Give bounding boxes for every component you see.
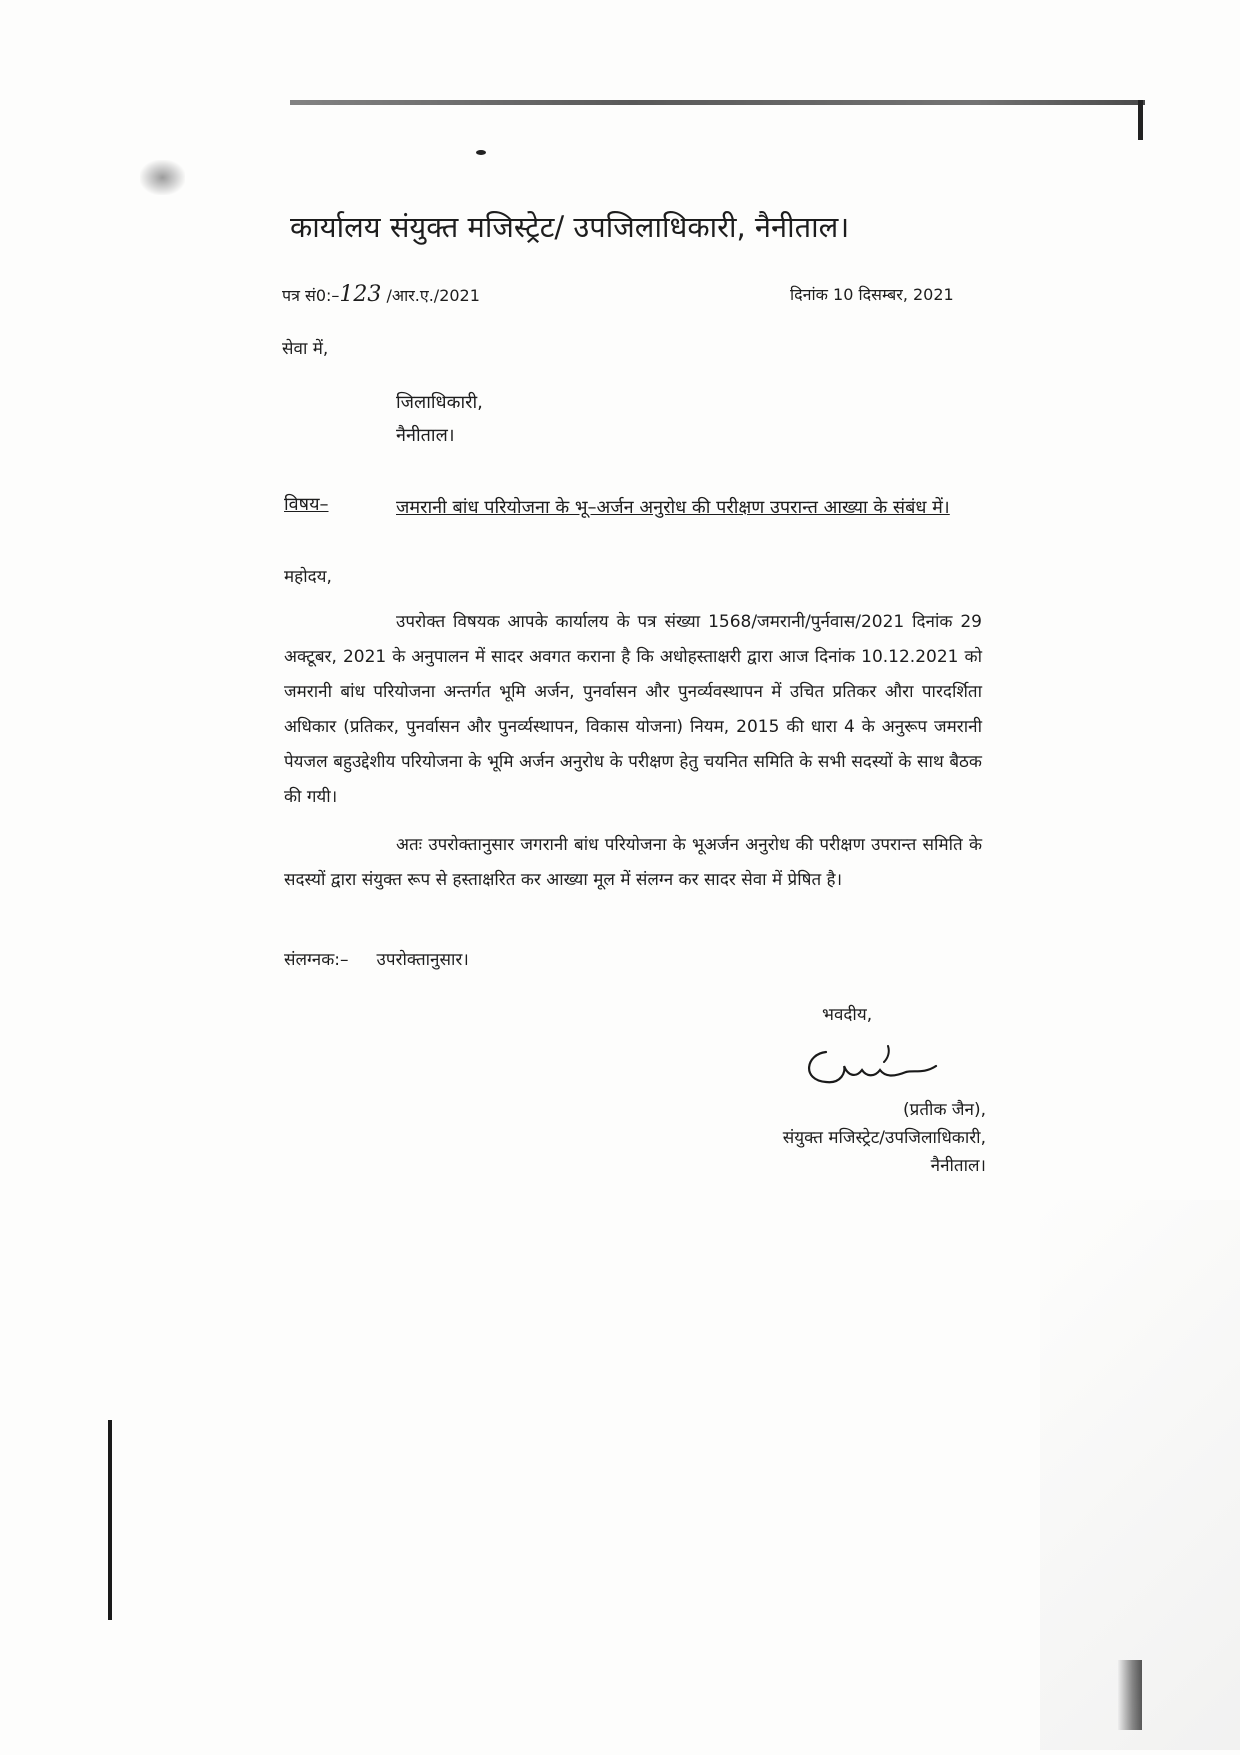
subject-text: जमरानी बांध परियोजना के भू–अर्जन अनुरोध की परीक्षण उपरान्त आख्या के संबंध में। [396, 497, 950, 518]
greeting: महोदय, [284, 567, 332, 587]
signer-designation: संयुक्त मजिस्ट्रेट/उपजिलाधिकारी, [782, 1128, 986, 1148]
enclosure-label: संलग्नक:– [284, 950, 349, 970]
body-paragraph-2: अतः उपरोक्तानुसार जगरानी बांध परियोजना के भूअर्जन अनुरोध की परीक्षण उपरान्त समिति के सदस्यों द्वारा संयुक्त रूप से हस्ताक्षरित कर आख्या मूल में संलग्न कर सादर सेवा में प्रेषित है। [284, 835, 982, 890]
scan-corner-shade [1040, 1200, 1240, 1750]
recipient-block [396, 386, 483, 452]
scan-top-edge-shadow [290, 100, 1145, 105]
closing-phrase: भवदीय, [822, 1005, 873, 1025]
subject-label: विषय– [284, 494, 329, 515]
letterhead-title: कार्यालय संयुक्त मजिस्ट्रेट/ उपजिलाधिकारी, नैनीताल। [290, 210, 850, 244]
enclosure-line [284, 947, 469, 970]
signer-place: नैनीताल। [930, 1156, 986, 1176]
signer-block [700, 1096, 986, 1180]
letter-date: दिनांक 10 दिसम्बर, 2021 [790, 285, 954, 304]
addressed-to: सेवा में, [282, 339, 329, 359]
letter-number-prefix: पत्र सं0:– [282, 286, 340, 305]
recipient-title: जिलाधिकारी, [396, 392, 483, 413]
letter-reference-number [282, 282, 480, 307]
scan-stain-mark [140, 160, 185, 195]
enclosure-value: उपरोक्तानुसार। [376, 950, 469, 970]
letter-number-suffix: /आर.ए./2021 [381, 286, 480, 305]
handwritten-signature [796, 1032, 956, 1092]
scan-left-edge-shadow [108, 1420, 112, 1620]
scan-ink-dot [476, 150, 486, 155]
body-paragraph-1: उपरोक्त विषयक आपके कार्यालय के पत्र संख्या 1568/जमरानी/पुर्नवास/2021 दिनांक 29 अक्टूबर, 2021 के अनुपालन में सादर अवगत कराना है कि अधोहस्ताक्षरी द्वारा आज दिनांक 10.12.2021 को जमरानी बांध परियोजना अन्तर्गत भूमि अर्जन, पुनर्वासन और पुनर्व्यवस्थापन में उचित प्रतिकर औरा पारदर्शिता अधिकार (प्रतिकर, पुनर्वासन और पुनर्व्यस्थापन, विकास योजना) नियम, 2015 की धारा 4 के अनुरूप जमरानी पेयजल बहुउद्देशीय परियोजना के भूमि अर्जन अनुरोध के परीक्षण हेतु चयनित समिति के सभी सदस्यों के साथ बैठक की गयी। [284, 612, 982, 807]
letter-number-handwritten: 123 [339, 282, 382, 307]
scan-right-edge-shadow [1138, 100, 1143, 140]
signer-name: (प्रतीक जैन), [903, 1100, 986, 1120]
recipient-place: नैनीताल। [396, 425, 455, 446]
